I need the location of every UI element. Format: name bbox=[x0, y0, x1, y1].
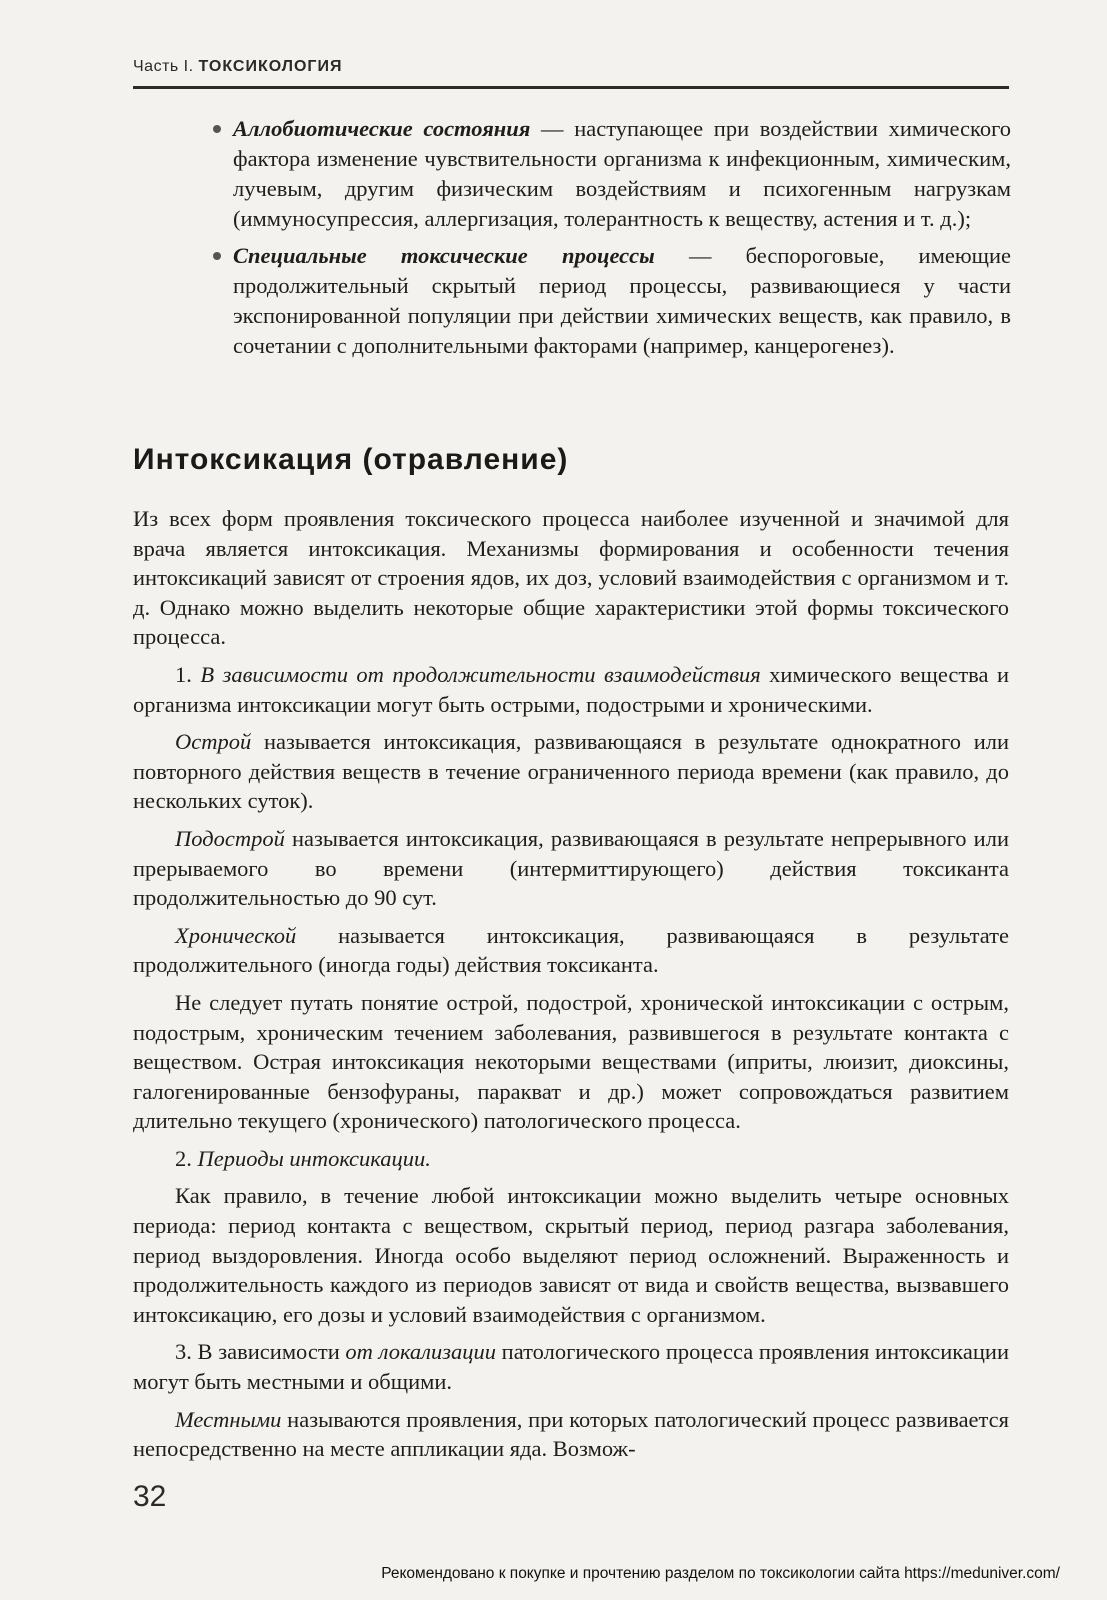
bullet-term: Аллобиотические состояния bbox=[233, 116, 531, 141]
page-number: 32 bbox=[133, 1480, 167, 1513]
paragraph-local bbox=[133, 1405, 1009, 1464]
paragraph-rest: называется интоксикация, развивающаяся в результате однократного или повторного действия веществ в течение ограниченного периода времени (как правило, до нескольких суток). bbox=[133, 729, 1009, 814]
paragraph-periods-title bbox=[133, 1144, 1009, 1174]
paragraph-number: 2. bbox=[175, 1145, 198, 1171]
italic-term: Острой bbox=[175, 729, 252, 755]
paragraph-acute bbox=[133, 727, 1009, 816]
italic-term: Местными bbox=[175, 1406, 282, 1432]
paragraph-rest: химического вещества и организма интоксикации могут быть острыми, подострыми и хроническими. bbox=[133, 661, 1010, 717]
part-label: Часть I. bbox=[133, 58, 194, 75]
italic-phrase: В зависимости от продолжительности взаимодействия bbox=[200, 661, 761, 687]
paragraph-number: 3. В зависимости bbox=[175, 1339, 346, 1365]
italic-term: Подострой bbox=[175, 825, 285, 851]
body-text bbox=[133, 504, 1009, 1472]
section-heading: Интоксикация (отравление) bbox=[133, 443, 569, 476]
bullet-list bbox=[211, 114, 1011, 368]
paragraph-periods: Как правило, в течение любой интоксикации можно выделить четыре основных периода: период контакта с веществом, скрытый период, период разгара заболевания, период выздоровления. Иногда особо выделяют период осложнений. Выраженность и продолжительность каждого из периодов зависят от вида и свойств вещества, вызвавшего интоксикацию, его дозы и условий взаимодействия с организмом. bbox=[133, 1183, 1009, 1327]
paragraph-intro: Из всех форм проявления токсического процесса наиболее изученной и значимой для врача является интоксикация. Механизмы формирования и особенности течения интоксикаций зависят от строения ядов, их доз, условий взаимодействия с организмом и т. д. Однако можно выделить некоторые общие характеристики этой формы токсического процесса. bbox=[133, 506, 1009, 650]
paragraph-rest: патологического процесса проявления интоксикации могут быть местными и общими. bbox=[133, 1339, 1009, 1395]
section-label: ТОКСИКОЛОГИЯ bbox=[198, 58, 343, 75]
paragraph-subacute bbox=[133, 824, 1009, 913]
italic-term: Хронической bbox=[175, 922, 297, 948]
paragraph-localization bbox=[133, 1337, 1009, 1396]
footer-recommendation: Рекомендовано к покупке и прочтению разделом по токсикологии сайта https://meduniver.com/ bbox=[381, 1565, 1060, 1582]
paragraph-chronic bbox=[133, 921, 1009, 980]
paragraph-rest: называется интоксикация, развивающаяся в результате непрерывного или прерываемого во времени (интермиттирующего) действия токсиканта продолжительностью до 90 сут. bbox=[133, 825, 1009, 911]
italic-phrase: Периоды интоксикации. bbox=[197, 1145, 431, 1171]
bullet-dot-icon bbox=[213, 125, 221, 133]
paragraph-number: 1. bbox=[175, 661, 201, 687]
italic-phrase: от локализации bbox=[345, 1339, 496, 1365]
paragraph-rest: называются проявления, при которых патологический процесс развивается непосредственно на месте аппликации яда. Возмож- bbox=[133, 1406, 1009, 1462]
bullet-text: — наступающее при воздействии химического фактора изменение чувствительности организма к инфекционным, химическим, лучевым, другим физическим воздействиям и психогенным нагрузкам (иммуносупрессия, аллергизация, толерантность к веществу, астения и т. д.); bbox=[233, 116, 1011, 231]
bullet-text: — беспороговые, имеющие продолжительный скрытый период процессы, развивающиеся у части экспонированной популяции при действии химических веществ, как правило, в сочетании с дополнительными факторами (например, канцерогенез). bbox=[233, 243, 1011, 358]
bullet-dot-icon bbox=[213, 252, 221, 260]
bullet-item bbox=[211, 114, 1011, 234]
paragraph-duration bbox=[133, 660, 1009, 719]
bullet-term: Специальные токсические процессы bbox=[233, 243, 655, 268]
bullet-item bbox=[211, 241, 1011, 361]
header-rule bbox=[133, 86, 1009, 89]
paragraph-rest: называется интоксикация, развивающаяся в результате продолжительного (иногда годы) действия токсиканта. bbox=[133, 922, 1009, 978]
running-header bbox=[133, 58, 1009, 76]
paragraph-distinction: Не следует путать понятие острой, подострой, хронической интоксикации с острым, подострым, хроническим течением заболевания, развившегося в результате контакта с веществом. Острая интоксикация некоторыми веществами (иприты, люизит, диоксины, галогенированные бензофураны, паракват и др.) может сопровождаться развитием длительно текущего (хронического) патологического процесса. bbox=[133, 989, 1009, 1134]
